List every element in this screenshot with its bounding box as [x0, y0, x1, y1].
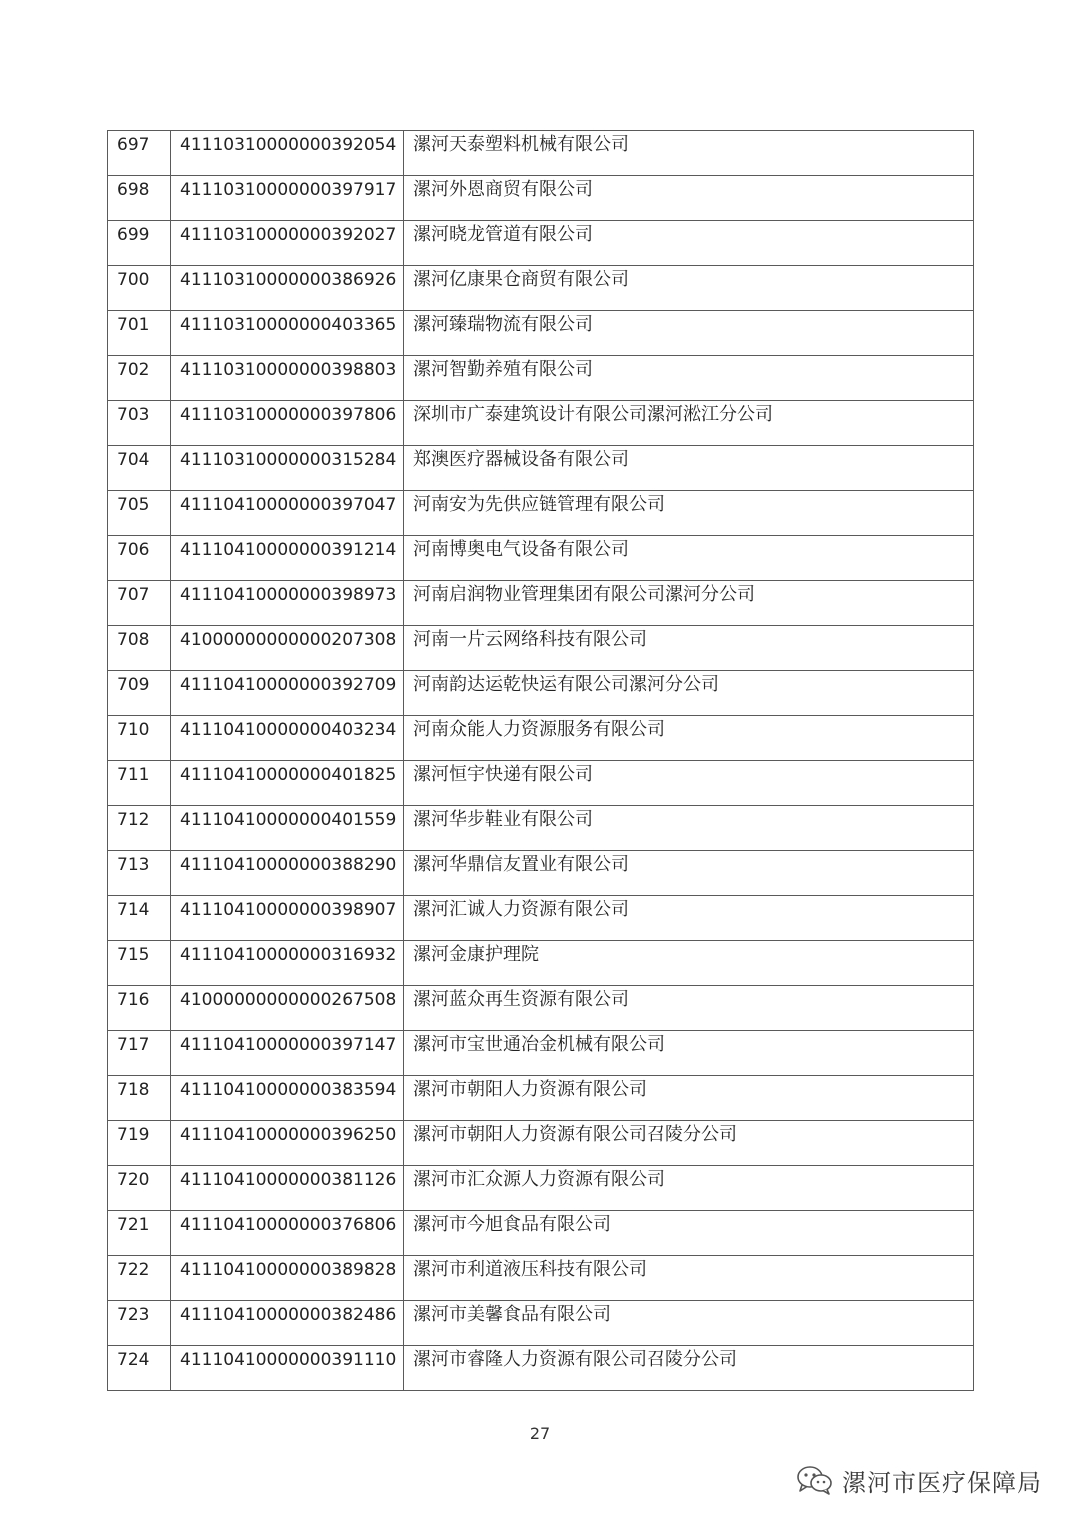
table-row: [108, 716, 974, 761]
company-name: 漯河市今旭食品有限公司: [404, 1211, 974, 1256]
row-number: 705: [108, 491, 171, 536]
table-row: [108, 986, 974, 1031]
company-name: 漯河华鼎信友置业有限公司: [404, 851, 974, 896]
table-row: [108, 446, 974, 491]
table-row: [108, 581, 974, 626]
table-row: [108, 1346, 974, 1391]
row-number: 699: [108, 221, 171, 266]
company-name: 河南博奥电气设备有限公司: [404, 536, 974, 581]
row-number: 713: [108, 851, 171, 896]
company-name: 漯河恒宇快递有限公司: [404, 761, 974, 806]
unit-code: 41110310000000398803: [171, 356, 404, 401]
unit-code: 41110310000000392027: [171, 221, 404, 266]
table-row: [108, 1256, 974, 1301]
unit-code: 41110410000000396250: [171, 1121, 404, 1166]
row-number: 700: [108, 266, 171, 311]
company-name: 漯河外恩商贸有限公司: [404, 176, 974, 221]
company-name: 河南安为先供应链管理有限公司: [404, 491, 974, 536]
unit-code: 41110410000000397147: [171, 1031, 404, 1076]
table-row: [108, 131, 974, 176]
row-number: 712: [108, 806, 171, 851]
row-number: 719: [108, 1121, 171, 1166]
company-name: 河南启润物业管理集团有限公司漯河分公司: [404, 581, 974, 626]
unit-code: 41110410000000401825: [171, 761, 404, 806]
table-row: [108, 311, 974, 356]
row-number: 716: [108, 986, 171, 1031]
unit-code: 41110410000000383594: [171, 1076, 404, 1121]
row-number: 721: [108, 1211, 171, 1256]
row-number: 708: [108, 626, 171, 671]
unit-code: 41110410000000391214: [171, 536, 404, 581]
table-body: [108, 131, 974, 1391]
table-row: [108, 896, 974, 941]
table-row: [108, 806, 974, 851]
row-number: 709: [108, 671, 171, 716]
company-name: 漯河市宝世通冶金机械有限公司: [404, 1031, 974, 1076]
company-name: 漯河天泰塑料机械有限公司: [404, 131, 974, 176]
unit-code: 41110310000000397917: [171, 176, 404, 221]
company-name: 漯河蓝众再生资源有限公司: [404, 986, 974, 1031]
company-name: 河南一片云网络科技有限公司: [404, 626, 974, 671]
row-number: 704: [108, 446, 171, 491]
unit-code: 41110410000000397047: [171, 491, 404, 536]
unit-code: 41110410000000391110: [171, 1346, 404, 1391]
company-name: 漯河市朝阳人力资源有限公司: [404, 1076, 974, 1121]
table-row: [108, 1076, 974, 1121]
row-number: 717: [108, 1031, 171, 1076]
company-name: 郑澳医疗器械设备有限公司: [404, 446, 974, 491]
table-row: [108, 671, 974, 716]
page-number: 27: [529, 1424, 551, 1443]
company-name: 漯河市汇众源人力资源有限公司: [404, 1166, 974, 1211]
unit-code: 41110410000000389828: [171, 1256, 404, 1301]
table-row: [108, 536, 974, 581]
row-number: 722: [108, 1256, 171, 1301]
table-row: [108, 941, 974, 986]
row-number: 698: [108, 176, 171, 221]
unit-code: 41110410000000398907: [171, 896, 404, 941]
watermark-text: 漯河市医疗保障局: [842, 1468, 1042, 1497]
table-row: [108, 851, 974, 896]
table-row: [108, 401, 974, 446]
table-row: [108, 176, 974, 221]
row-number: 715: [108, 941, 171, 986]
company-name: 漯河市美馨食品有限公司: [404, 1301, 974, 1346]
row-number: 711: [108, 761, 171, 806]
unit-code: 41110410000000316932: [171, 941, 404, 986]
row-number: 702: [108, 356, 171, 401]
table-row: [108, 491, 974, 536]
unit-code: 41110410000000381126: [171, 1166, 404, 1211]
unit-code: 41110410000000388290: [171, 851, 404, 896]
row-number: 723: [108, 1301, 171, 1346]
row-number: 697: [108, 131, 171, 176]
row-number: 703: [108, 401, 171, 446]
table-row: [108, 1301, 974, 1346]
unit-code: 41110410000000382486: [171, 1301, 404, 1346]
unit-code: 41000000000000267508: [171, 986, 404, 1031]
unit-code: 41110410000000392709: [171, 671, 404, 716]
company-list-table: [107, 130, 974, 1391]
table-row: [108, 221, 974, 266]
unit-code: 41110310000000392054: [171, 131, 404, 176]
unit-code: 41110310000000397806: [171, 401, 404, 446]
row-number: 701: [108, 311, 171, 356]
table-row: [108, 1211, 974, 1256]
unit-code: 41110310000000386926: [171, 266, 404, 311]
row-number: 718: [108, 1076, 171, 1121]
company-name: 漯河晓龙管道有限公司: [404, 221, 974, 266]
table-row: [108, 626, 974, 671]
row-number: 710: [108, 716, 171, 761]
company-name: 河南韵达运乾快运有限公司漯河分公司: [404, 671, 974, 716]
row-number: 707: [108, 581, 171, 626]
table-row: [108, 1121, 974, 1166]
company-name: 漯河市朝阳人力资源有限公司召陵分公司: [404, 1121, 974, 1166]
watermark: [796, 1460, 1042, 1500]
row-number: 724: [108, 1346, 171, 1391]
company-name: 漯河臻瑞物流有限公司: [404, 311, 974, 356]
unit-code: 41110410000000376806: [171, 1211, 404, 1256]
company-name: 漯河汇诚人力资源有限公司: [404, 896, 974, 941]
unit-code: 41110310000000403365: [171, 311, 404, 356]
company-name: 深圳市广泰建筑设计有限公司漯河淞江分公司: [404, 401, 974, 446]
unit-code: 41000000000000207308: [171, 626, 404, 671]
company-name: 河南众能人力资源服务有限公司: [404, 716, 974, 761]
unit-code: 41110410000000403234: [171, 716, 404, 761]
wechat-icon: [796, 1464, 834, 1496]
row-number: 720: [108, 1166, 171, 1211]
unit-code: 41110410000000401559: [171, 806, 404, 851]
table-row: [108, 1031, 974, 1076]
table-row: [108, 266, 974, 311]
company-name: 漯河华步鞋业有限公司: [404, 806, 974, 851]
company-name: 漯河市利道液压科技有限公司: [404, 1256, 974, 1301]
company-name: 漯河金康护理院: [404, 941, 974, 986]
company-name: 漯河市睿隆人力资源有限公司召陵分公司: [404, 1346, 974, 1391]
company-name: 漯河亿康果仓商贸有限公司: [404, 266, 974, 311]
unit-code: 41110410000000398973: [171, 581, 404, 626]
row-number: 706: [108, 536, 171, 581]
table-row: [108, 761, 974, 806]
unit-code: 41110310000000315284: [171, 446, 404, 491]
company-name: 漯河智勤养殖有限公司: [404, 356, 974, 401]
table-row: [108, 356, 974, 401]
row-number: 714: [108, 896, 171, 941]
table-row: [108, 1166, 974, 1211]
